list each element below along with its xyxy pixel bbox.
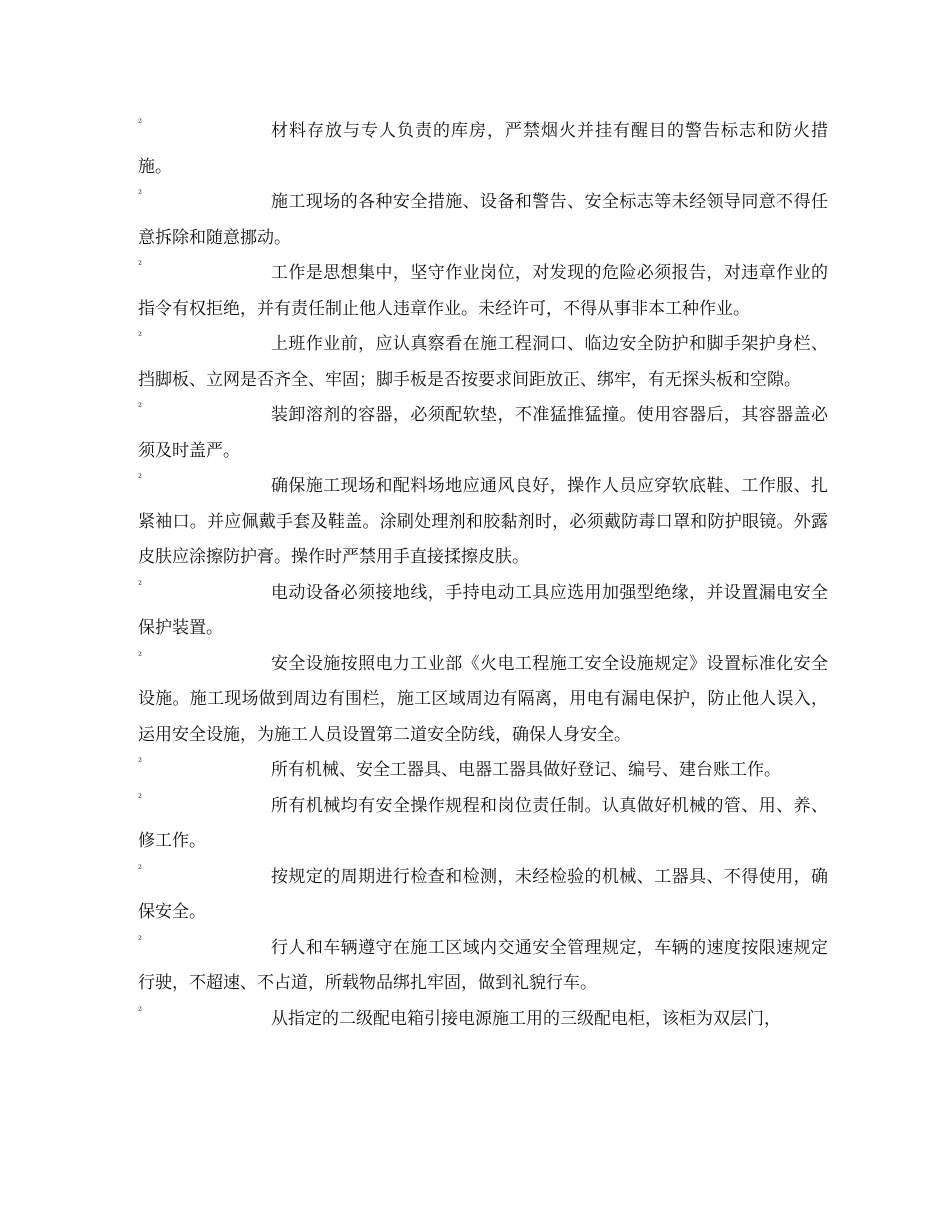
list-item <box>138 931 828 1002</box>
bullet-marker: ² <box>138 792 143 804</box>
bullet-marker: ² <box>138 473 143 484</box>
bullet-marker: ² <box>138 402 143 413</box>
list-item <box>138 469 828 576</box>
list-item-text: 所有机械、安全工器具、电器工器具做好登记、编号、建台账工作。 <box>271 760 781 780</box>
list-item-text: 工作是思想集中，坚守作业岗位，对发现的危险必须报告，对违章作业的指令有权拒绝，并有责任制止他人违章作业。未经许可，不得从事非本工种作业。 <box>138 263 828 319</box>
list-item <box>138 185 828 256</box>
bullet-marker: ² <box>138 331 143 342</box>
list-item <box>138 753 828 789</box>
list-item-text: 行人和车辆遵守在施工区域内交通安全管理规定，车辆的速度按限速规定行驶，不超速、不占道，所载物品绑扎牢固，做到礼貌行车。 <box>138 937 828 993</box>
bullet-marker: ² <box>138 757 143 768</box>
list-item-text: 材料存放与专人负责的库房，严禁烟火并挂有醒目的警告标志和防火措施。 <box>138 121 828 177</box>
bullet-marker: ² <box>138 1005 143 1017</box>
bullet-marker: ² <box>138 579 143 591</box>
list-item <box>138 327 828 398</box>
list-item <box>138 860 828 931</box>
list-item <box>138 789 828 860</box>
list-item-text: 装卸溶剂的容器，必须配软垫，不准猛推猛撞。使用容器后，其容器盖必须及时盖严。 <box>138 405 828 461</box>
bullet-marker: ² <box>138 189 143 200</box>
list-item <box>138 1002 828 1038</box>
safety-measures-list <box>138 114 828 1037</box>
list-item-text: 所有机械均有安全操作规程和岗位责任制。认真做好机械的管、用、养、修工作。 <box>138 795 828 851</box>
list-item-text: 电动设备必须接地线，手持电动工具应选用加强型绝缘，并设置漏电安全保护装置。 <box>138 582 828 638</box>
bullet-marker: ² <box>138 934 143 946</box>
list-item-text: 按规定的周期进行检查和检测，未经检验的机械、工器具、不得使用，确保安全。 <box>138 866 828 922</box>
list-item <box>138 576 828 647</box>
bullet-marker: ² <box>138 260 143 271</box>
list-item-text: 施工现场的各种安全措施、设备和警告、安全标志等未经领导同意不得任意拆除和随意挪动。 <box>138 192 828 248</box>
bullet-marker: ² <box>138 650 143 662</box>
list-item <box>138 647 828 754</box>
list-item-text: 确保施工现场和配料场地应通风良好，操作人员应穿软底鞋、工作服、扎紧袖口。并应佩戴手套及鞋盖。涂刷处理剂和胶黏剂时，必须戴防毒口罩和防护眼镜。外露皮肤应涂擦防护膏。操作时严禁用手直接揉擦皮肤。 <box>138 476 828 567</box>
bullet-marker: ² <box>138 118 143 129</box>
list-item-text: 安全设施按照电力工业部《火电工程施工安全设施规定》设置标准化安全设施。施工现场做到周边有围栏，施工区域周边有隔离，用电有漏电保护，防止他人误入，运用安全设施，为施工人员设置第二道安全防线，确保人身安全。 <box>138 653 828 745</box>
list-item <box>138 256 828 327</box>
bullet-marker: ² <box>138 863 143 875</box>
list-item <box>138 398 828 469</box>
list-item-text: 上班作业前，应认真察看在施工程洞口、临边安全防护和脚手架护身栏、挡脚板、立网是否齐全、牢固；脚手板是否按要求间距放正、绑牢，有无探头板和空隙。 <box>138 334 828 390</box>
list-item-text: 从指定的二级配电箱引接电源施工用的三级配电柜，该柜为双层门， <box>271 1008 781 1029</box>
list-item <box>138 114 828 185</box>
